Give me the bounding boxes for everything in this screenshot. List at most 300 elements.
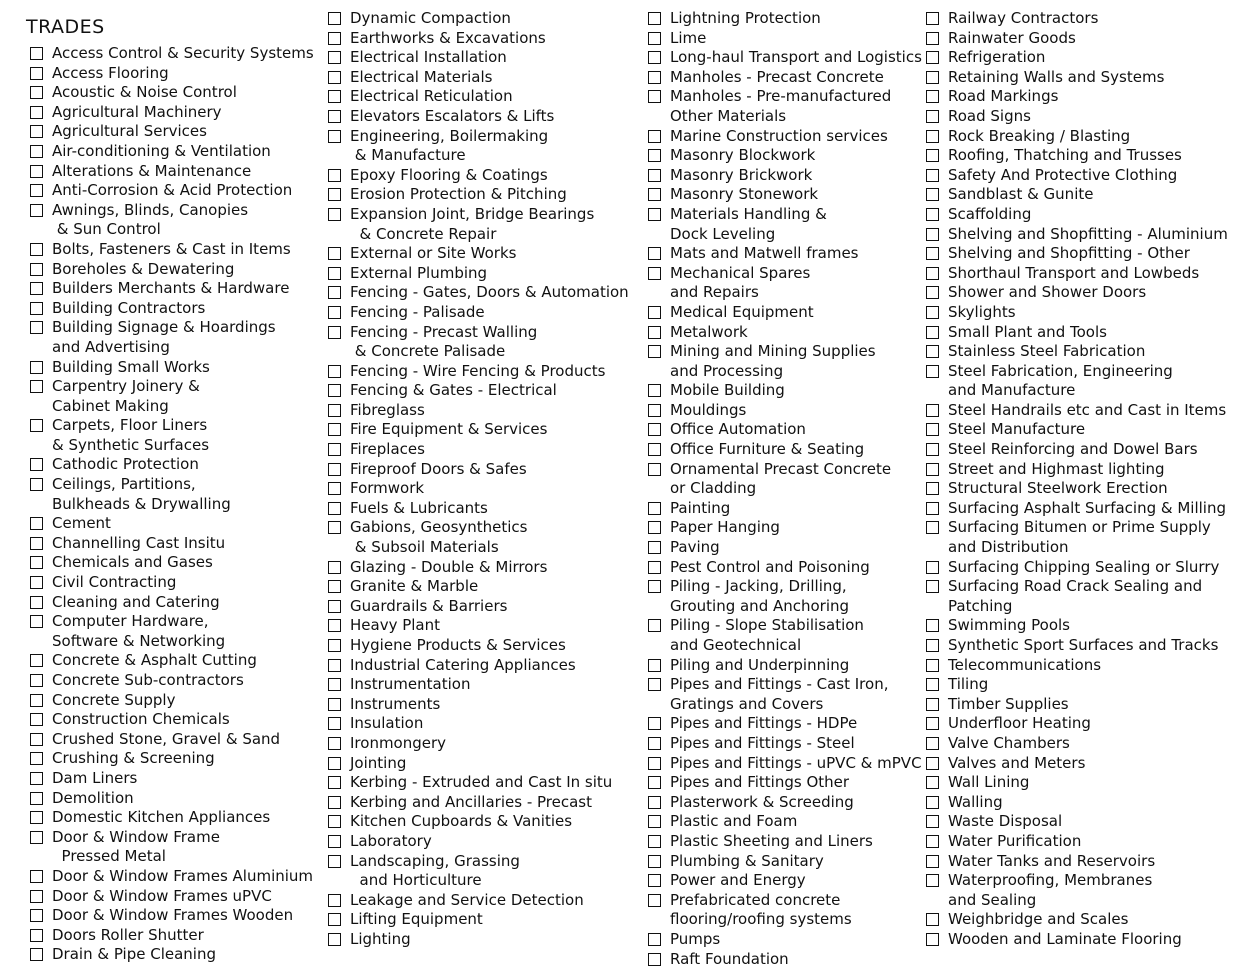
trade-item[interactable]	[30, 867, 314, 887]
trade-item[interactable]	[926, 68, 1228, 88]
trade-item[interactable]	[30, 44, 314, 64]
trade-item[interactable]	[648, 460, 922, 480]
trade-item[interactable]	[328, 9, 629, 29]
trade-checkbox[interactable]	[648, 776, 661, 789]
trade-item[interactable]	[328, 793, 629, 813]
trade-item[interactable]	[328, 852, 629, 872]
trade-checkbox[interactable]	[648, 541, 661, 554]
trade-checkbox[interactable]	[926, 90, 939, 103]
trade-checkbox[interactable]	[926, 149, 939, 162]
trade-checkbox[interactable]	[648, 502, 661, 515]
trade-checkbox[interactable]	[30, 792, 43, 805]
trade-item[interactable]	[926, 675, 1228, 695]
trade-checkbox[interactable]	[328, 698, 341, 711]
trade-item[interactable]	[926, 166, 1228, 186]
trade-item[interactable]	[30, 808, 314, 828]
trade-item[interactable]	[328, 264, 629, 284]
trade-item[interactable]	[328, 577, 629, 597]
trade-item[interactable]	[648, 832, 922, 852]
trade-checkbox[interactable]	[30, 67, 43, 80]
trade-item[interactable]	[926, 127, 1228, 147]
trade-checkbox[interactable]	[328, 776, 341, 789]
trade-item[interactable]	[926, 558, 1228, 578]
trade-item[interactable]	[926, 460, 1228, 480]
trade-item[interactable]	[328, 29, 629, 49]
trade-checkbox[interactable]	[30, 458, 43, 471]
trade-checkbox[interactable]	[648, 247, 661, 260]
trade-item[interactable]	[30, 828, 314, 848]
trade-checkbox[interactable]	[328, 51, 341, 64]
trade-checkbox[interactable]	[328, 12, 341, 25]
trade-item[interactable]	[30, 710, 314, 730]
trade-checkbox[interactable]	[648, 208, 661, 221]
trade-checkbox[interactable]	[648, 90, 661, 103]
trade-checkbox[interactable]	[648, 306, 661, 319]
trade-item[interactable]	[648, 714, 922, 734]
trade-checkbox[interactable]	[648, 953, 661, 966]
trade-checkbox[interactable]	[328, 600, 341, 613]
trade-item[interactable]	[30, 691, 314, 711]
trade-checkbox[interactable]	[648, 933, 661, 946]
trade-checkbox[interactable]	[30, 576, 43, 589]
trade-item[interactable]	[328, 754, 629, 774]
trade-checkbox[interactable]	[30, 831, 43, 844]
trade-item[interactable]	[328, 891, 629, 911]
trade-checkbox[interactable]	[30, 86, 43, 99]
trade-checkbox[interactable]	[926, 228, 939, 241]
trade-item[interactable]	[648, 244, 922, 264]
trade-item[interactable]	[30, 887, 314, 907]
trade-checkbox[interactable]	[328, 561, 341, 574]
trade-item[interactable]	[648, 558, 922, 578]
trade-item[interactable]	[328, 499, 629, 519]
trade-checkbox[interactable]	[328, 639, 341, 652]
trade-item[interactable]	[328, 558, 629, 578]
trade-item[interactable]	[926, 264, 1228, 284]
trade-item[interactable]	[328, 420, 629, 440]
trade-item[interactable]	[30, 377, 314, 397]
trade-checkbox[interactable]	[328, 286, 341, 299]
trade-checkbox[interactable]	[30, 890, 43, 903]
trade-checkbox[interactable]	[30, 948, 43, 961]
trade-checkbox[interactable]	[926, 815, 939, 828]
trade-item[interactable]	[648, 891, 922, 911]
trade-checkbox[interactable]	[328, 267, 341, 280]
trade-item[interactable]	[328, 479, 629, 499]
trade-checkbox[interactable]	[926, 737, 939, 750]
trade-item[interactable]	[648, 185, 922, 205]
trade-item[interactable]	[30, 926, 314, 946]
trade-checkbox[interactable]	[648, 345, 661, 358]
trade-checkbox[interactable]	[648, 443, 661, 456]
trade-checkbox[interactable]	[30, 694, 43, 707]
trade-item[interactable]	[328, 381, 629, 401]
trade-item[interactable]	[648, 577, 922, 597]
trade-checkbox[interactable]	[648, 874, 661, 887]
trade-checkbox[interactable]	[926, 443, 939, 456]
trade-checkbox[interactable]	[648, 12, 661, 25]
trade-checkbox[interactable]	[648, 678, 661, 691]
trade-item[interactable]	[648, 420, 922, 440]
trade-checkbox[interactable]	[648, 169, 661, 182]
trade-checkbox[interactable]	[30, 929, 43, 942]
trade-item[interactable]	[328, 714, 629, 734]
trade-checkbox[interactable]	[648, 188, 661, 201]
trade-item[interactable]	[648, 773, 922, 793]
trade-checkbox[interactable]	[30, 772, 43, 785]
trade-checkbox[interactable]	[328, 463, 341, 476]
trade-item[interactable]	[648, 9, 922, 29]
trade-item[interactable]	[30, 64, 314, 84]
trade-item[interactable]	[926, 146, 1228, 166]
trade-item[interactable]	[328, 734, 629, 754]
trade-checkbox[interactable]	[328, 933, 341, 946]
trade-item[interactable]	[648, 146, 922, 166]
trade-item[interactable]	[328, 518, 629, 538]
trade-checkbox[interactable]	[648, 384, 661, 397]
trade-checkbox[interactable]	[926, 247, 939, 260]
trade-item[interactable]	[30, 142, 314, 162]
trade-checkbox[interactable]	[30, 321, 43, 334]
trade-checkbox[interactable]	[30, 125, 43, 138]
trade-item[interactable]	[328, 812, 629, 832]
trade-checkbox[interactable]	[30, 47, 43, 60]
trade-checkbox[interactable]	[328, 815, 341, 828]
trade-item[interactable]	[328, 185, 629, 205]
trade-item[interactable]	[648, 29, 922, 49]
trade-item[interactable]	[926, 656, 1228, 676]
trade-checkbox[interactable]	[648, 71, 661, 84]
trade-item[interactable]	[328, 597, 629, 617]
trade-item[interactable]	[328, 87, 629, 107]
trade-checkbox[interactable]	[30, 106, 43, 119]
trade-item[interactable]	[926, 871, 1228, 891]
trade-checkbox[interactable]	[926, 580, 939, 593]
trade-checkbox[interactable]	[926, 12, 939, 25]
trade-checkbox[interactable]	[328, 404, 341, 417]
trade-item[interactable]	[926, 401, 1228, 421]
trade-item[interactable]	[926, 107, 1228, 127]
trade-item[interactable]	[328, 832, 629, 852]
trade-item[interactable]	[30, 260, 314, 280]
trade-checkbox[interactable]	[926, 365, 939, 378]
trade-checkbox[interactable]	[328, 913, 341, 926]
trade-item[interactable]	[648, 166, 922, 186]
trade-checkbox[interactable]	[926, 404, 939, 417]
trade-item[interactable]	[328, 656, 629, 676]
trade-checkbox[interactable]	[926, 619, 939, 632]
trade-item[interactable]	[926, 9, 1228, 29]
trade-item[interactable]	[30, 573, 314, 593]
trade-item[interactable]	[926, 518, 1228, 538]
trade-item[interactable]	[648, 793, 922, 813]
trade-checkbox[interactable]	[926, 267, 939, 280]
trade-item[interactable]	[648, 48, 922, 68]
trade-checkbox[interactable]	[30, 713, 43, 726]
trade-item[interactable]	[926, 852, 1228, 872]
trade-checkbox[interactable]	[926, 757, 939, 770]
trade-checkbox[interactable]	[328, 580, 341, 593]
trade-checkbox[interactable]	[648, 796, 661, 809]
trade-item[interactable]	[30, 671, 314, 691]
trade-item[interactable]	[328, 401, 629, 421]
trade-item[interactable]	[648, 303, 922, 323]
trade-item[interactable]	[648, 616, 922, 636]
trade-item[interactable]	[648, 440, 922, 460]
trade-item[interactable]	[926, 577, 1228, 597]
trade-item[interactable]	[328, 166, 629, 186]
trade-item[interactable]	[30, 416, 314, 436]
trade-item[interactable]	[30, 475, 314, 495]
trade-checkbox[interactable]	[926, 463, 939, 476]
trade-checkbox[interactable]	[926, 717, 939, 730]
trade-checkbox[interactable]	[926, 855, 939, 868]
trade-checkbox[interactable]	[328, 659, 341, 672]
trade-checkbox[interactable]	[30, 733, 43, 746]
trade-checkbox[interactable]	[30, 243, 43, 256]
trade-checkbox[interactable]	[648, 267, 661, 280]
trade-checkbox[interactable]	[30, 302, 43, 315]
trade-checkbox[interactable]	[328, 796, 341, 809]
trade-checkbox[interactable]	[30, 517, 43, 530]
trade-checkbox[interactable]	[926, 835, 939, 848]
trade-item[interactable]	[328, 773, 629, 793]
trade-item[interactable]	[30, 122, 314, 142]
trade-item[interactable]	[328, 303, 629, 323]
trade-checkbox[interactable]	[926, 188, 939, 201]
trade-checkbox[interactable]	[926, 482, 939, 495]
trade-item[interactable]	[926, 342, 1228, 362]
trade-checkbox[interactable]	[30, 556, 43, 569]
trade-item[interactable]	[30, 318, 314, 338]
trade-item[interactable]	[328, 244, 629, 264]
trade-item[interactable]	[648, 675, 922, 695]
trade-checkbox[interactable]	[328, 365, 341, 378]
trade-checkbox[interactable]	[926, 286, 939, 299]
trade-checkbox[interactable]	[30, 263, 43, 276]
trade-checkbox[interactable]	[30, 674, 43, 687]
trade-checkbox[interactable]	[30, 870, 43, 883]
trade-checkbox[interactable]	[30, 380, 43, 393]
trade-item[interactable]	[30, 730, 314, 750]
trade-item[interactable]	[30, 612, 314, 632]
trade-checkbox[interactable]	[648, 815, 661, 828]
trade-item[interactable]	[926, 773, 1228, 793]
trade-checkbox[interactable]	[328, 188, 341, 201]
trade-checkbox[interactable]	[328, 835, 341, 848]
trade-checkbox[interactable]	[328, 326, 341, 339]
trade-item[interactable]	[648, 68, 922, 88]
trade-checkbox[interactable]	[648, 855, 661, 868]
trade-item[interactable]	[648, 499, 922, 519]
trade-item[interactable]	[328, 48, 629, 68]
trade-checkbox[interactable]	[30, 909, 43, 922]
trade-item[interactable]	[648, 754, 922, 774]
trade-item[interactable]	[926, 479, 1228, 499]
trade-item[interactable]	[926, 636, 1228, 656]
trade-item[interactable]	[30, 553, 314, 573]
trade-item[interactable]	[926, 225, 1228, 245]
trade-checkbox[interactable]	[926, 110, 939, 123]
trade-checkbox[interactable]	[648, 717, 661, 730]
trade-checkbox[interactable]	[328, 247, 341, 260]
trade-item[interactable]	[328, 636, 629, 656]
trade-checkbox[interactable]	[30, 361, 43, 374]
trade-checkbox[interactable]	[926, 796, 939, 809]
trade-item[interactable]	[30, 651, 314, 671]
trade-checkbox[interactable]	[926, 345, 939, 358]
trade-item[interactable]	[648, 205, 922, 225]
trade-item[interactable]	[926, 362, 1228, 382]
trade-checkbox[interactable]	[926, 51, 939, 64]
trade-item[interactable]	[30, 162, 314, 182]
trade-checkbox[interactable]	[30, 282, 43, 295]
trade-checkbox[interactable]	[926, 639, 939, 652]
trade-item[interactable]	[30, 181, 314, 201]
trade-item[interactable]	[30, 240, 314, 260]
trade-checkbox[interactable]	[926, 933, 939, 946]
trade-item[interactable]	[328, 283, 629, 303]
trade-checkbox[interactable]	[328, 306, 341, 319]
trade-checkbox[interactable]	[30, 537, 43, 550]
trade-checkbox[interactable]	[648, 561, 661, 574]
trade-item[interactable]	[648, 381, 922, 401]
trade-item[interactable]	[30, 769, 314, 789]
trade-item[interactable]	[926, 48, 1228, 68]
trade-item[interactable]	[30, 906, 314, 926]
trade-item[interactable]	[648, 930, 922, 950]
trade-checkbox[interactable]	[328, 894, 341, 907]
trade-checkbox[interactable]	[30, 184, 43, 197]
trade-item[interactable]	[926, 185, 1228, 205]
trade-item[interactable]	[926, 323, 1228, 343]
trade-item[interactable]	[926, 695, 1228, 715]
trade-checkbox[interactable]	[926, 561, 939, 574]
trade-checkbox[interactable]	[648, 619, 661, 632]
trade-item[interactable]	[926, 616, 1228, 636]
trade-item[interactable]	[926, 832, 1228, 852]
trade-item[interactable]	[926, 420, 1228, 440]
trade-item[interactable]	[926, 754, 1228, 774]
trade-item[interactable]	[648, 264, 922, 284]
trade-checkbox[interactable]	[648, 130, 661, 143]
trade-item[interactable]	[648, 87, 922, 107]
trade-checkbox[interactable]	[328, 502, 341, 515]
trade-checkbox[interactable]	[328, 130, 341, 143]
trade-checkbox[interactable]	[30, 752, 43, 765]
trade-item[interactable]	[926, 440, 1228, 460]
trade-checkbox[interactable]	[30, 596, 43, 609]
trade-checkbox[interactable]	[30, 811, 43, 824]
trade-checkbox[interactable]	[648, 32, 661, 45]
trade-checkbox[interactable]	[648, 737, 661, 750]
trade-item[interactable]	[328, 205, 629, 225]
trade-checkbox[interactable]	[926, 169, 939, 182]
trade-checkbox[interactable]	[926, 913, 939, 926]
trade-checkbox[interactable]	[926, 776, 939, 789]
trade-item[interactable]	[648, 127, 922, 147]
trade-checkbox[interactable]	[648, 659, 661, 672]
trade-checkbox[interactable]	[328, 208, 341, 221]
trade-item[interactable]	[328, 695, 629, 715]
trade-item[interactable]	[30, 749, 314, 769]
trade-checkbox[interactable]	[648, 521, 661, 534]
trade-item[interactable]	[30, 103, 314, 123]
trade-item[interactable]	[926, 714, 1228, 734]
trade-item[interactable]	[926, 205, 1228, 225]
trade-checkbox[interactable]	[648, 757, 661, 770]
trade-item[interactable]	[926, 930, 1228, 950]
trade-checkbox[interactable]	[30, 165, 43, 178]
trade-item[interactable]	[648, 950, 922, 970]
trade-item[interactable]	[926, 283, 1228, 303]
trade-checkbox[interactable]	[926, 874, 939, 887]
trade-item[interactable]	[30, 945, 314, 965]
trade-item[interactable]	[328, 675, 629, 695]
trade-checkbox[interactable]	[648, 326, 661, 339]
trade-item[interactable]	[648, 734, 922, 754]
trade-checkbox[interactable]	[648, 463, 661, 476]
trade-item[interactable]	[926, 910, 1228, 930]
trade-checkbox[interactable]	[30, 654, 43, 667]
trade-item[interactable]	[648, 656, 922, 676]
trade-item[interactable]	[328, 460, 629, 480]
trade-checkbox[interactable]	[648, 580, 661, 593]
trade-checkbox[interactable]	[926, 130, 939, 143]
trade-checkbox[interactable]	[328, 423, 341, 436]
trade-checkbox[interactable]	[328, 71, 341, 84]
trade-checkbox[interactable]	[328, 110, 341, 123]
trade-checkbox[interactable]	[328, 619, 341, 632]
trade-item[interactable]	[30, 593, 314, 613]
trade-checkbox[interactable]	[328, 855, 341, 868]
trade-item[interactable]	[328, 930, 629, 950]
trade-checkbox[interactable]	[926, 659, 939, 672]
trade-checkbox[interactable]	[328, 678, 341, 691]
trade-checkbox[interactable]	[328, 443, 341, 456]
trade-checkbox[interactable]	[30, 145, 43, 158]
trade-checkbox[interactable]	[648, 149, 661, 162]
trade-checkbox[interactable]	[926, 521, 939, 534]
trade-checkbox[interactable]	[328, 757, 341, 770]
trade-item[interactable]	[648, 871, 922, 891]
trade-item[interactable]	[648, 538, 922, 558]
trade-checkbox[interactable]	[648, 835, 661, 848]
trade-checkbox[interactable]	[926, 326, 939, 339]
trade-item[interactable]	[926, 812, 1228, 832]
trade-checkbox[interactable]	[926, 306, 939, 319]
trade-item[interactable]	[328, 616, 629, 636]
trade-item[interactable]	[30, 789, 314, 809]
trade-item[interactable]	[926, 793, 1228, 813]
trade-item[interactable]	[926, 734, 1228, 754]
trade-item[interactable]	[30, 514, 314, 534]
trade-item[interactable]	[648, 342, 922, 362]
trade-checkbox[interactable]	[30, 419, 43, 432]
trade-checkbox[interactable]	[926, 502, 939, 515]
trade-checkbox[interactable]	[926, 32, 939, 45]
trade-item[interactable]	[30, 455, 314, 475]
trade-checkbox[interactable]	[30, 204, 43, 217]
trade-item[interactable]	[926, 244, 1228, 264]
trade-checkbox[interactable]	[926, 208, 939, 221]
trade-item[interactable]	[648, 518, 922, 538]
trade-checkbox[interactable]	[926, 423, 939, 436]
trade-checkbox[interactable]	[328, 32, 341, 45]
trade-checkbox[interactable]	[328, 717, 341, 730]
trade-checkbox[interactable]	[30, 478, 43, 491]
trade-checkbox[interactable]	[328, 169, 341, 182]
